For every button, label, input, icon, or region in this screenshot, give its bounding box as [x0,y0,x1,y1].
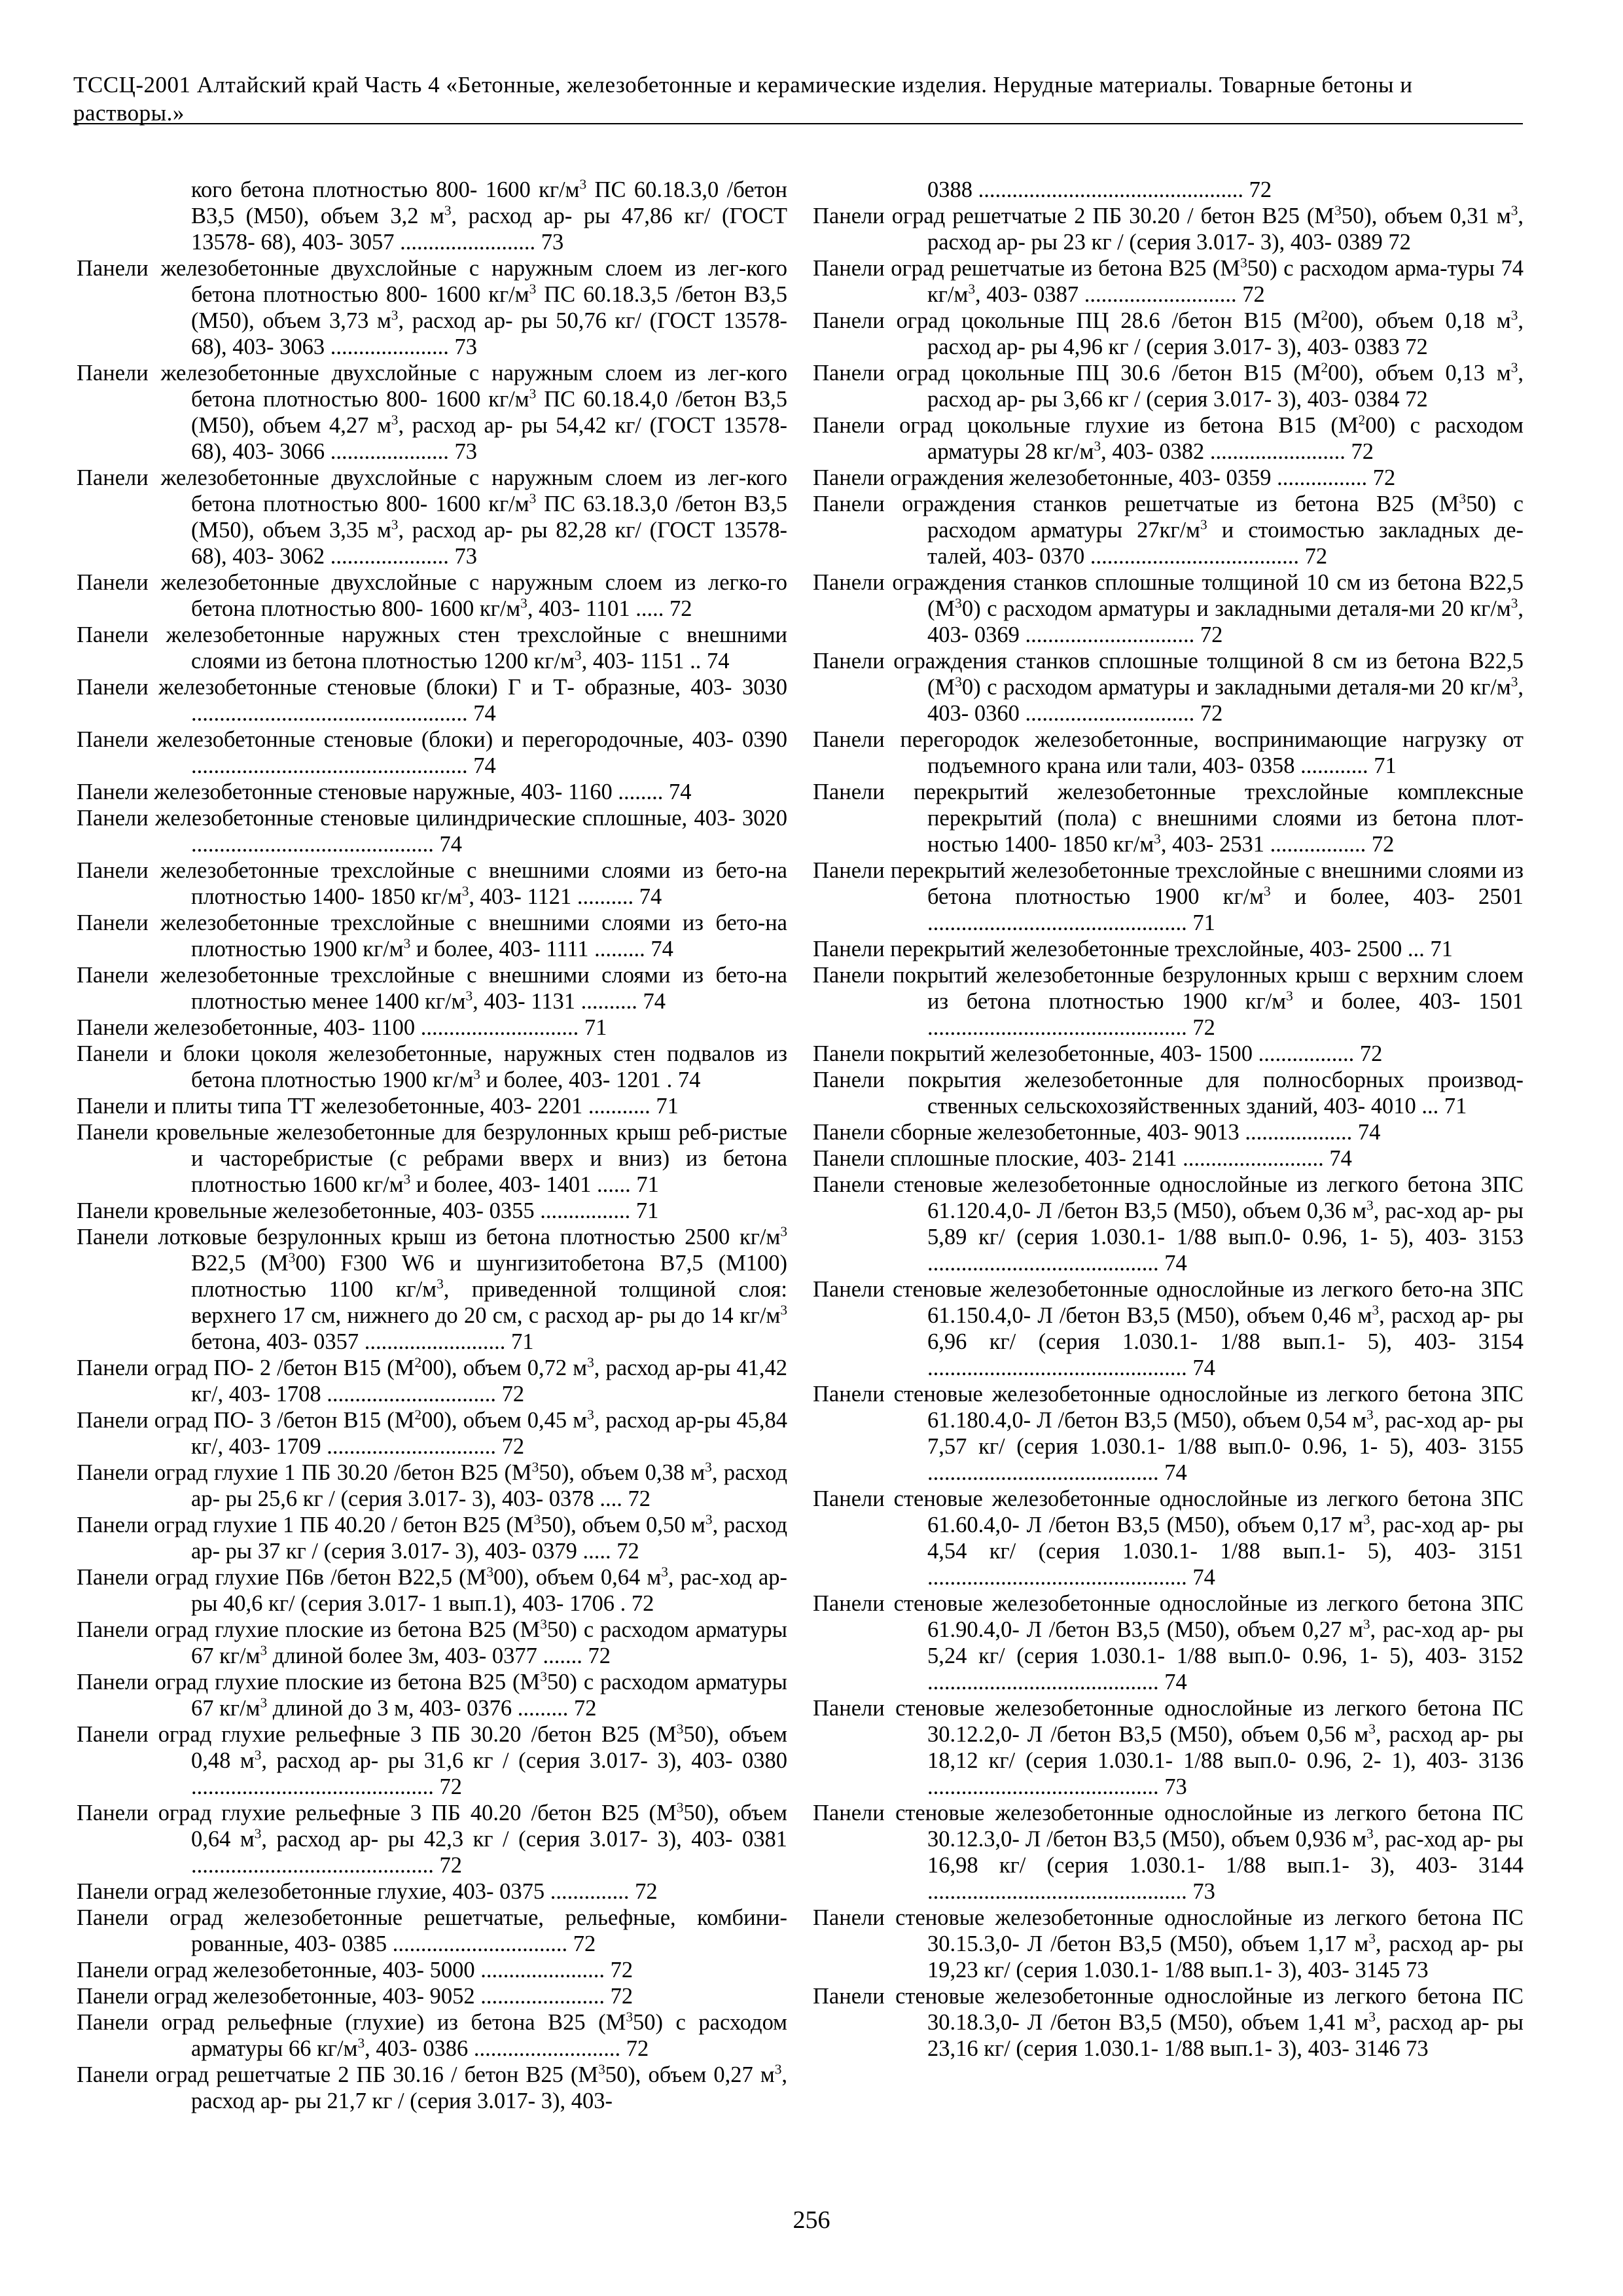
index-entry: Панели стеновые железобетонные однослойные из легкого бетона ПС 30.12.2,0- Л /бетон В3,5 (М50), объем 0,56 $м^3$, расход ар- ры 18,12 кг/ (серия 1.030.1- 1/88 вып.0- 0.96, 2- 1), 403- 3136 ......................................... 73 [813,1696,1524,1799]
index-entry: Панели лотковые безрулонных крыш из бетона плотностью 2500 $кг/м^3$ В22,5 $(М^300)$ F300 W6 и шунгизитобетона В7,5 (М100) плотностью 1100 $кг/м^3$, приведенной толщиной слоя: верхнего 17 см, нижнего до 20 см, с расход ар- ры до 14 $кг/м^3$ бетона, 403- 0357 ......................... 71 [77,1223,787,1354]
index-entry: Панели оград цокольные глухие из бетона В15 $(М^200)$ с расходом арматуры 28 $кг/м^3$, 403- 0382 ........................ 72 [813,412,1524,464]
page-number: 256 [793,2206,830,2234]
index-column-left [77,177,787,2114]
index-entry: Панели оград решетчатые 2 ПБ 30.16 / бетон В25 $(М^350)$, объем 0,27 $м^3$, расход ар- ры 21,7 кг / (серия 3.017- 3), 403- [77,2061,788,2113]
index-entry: Панели оград глухие П6в /бетон В22,5 $(М^300)$, объем 0,64 $м^3$, рас-ход ар- ры 40,6 кг/ (серия 3.017- 1 вып.1), 403- 1706 . 72 [77,1564,787,1616]
index-entry: Панели оград цокольные ПЦ 30.6 /бетон В15 $(М^200)$, объем 0,13 $м^3$, расход ар- ры 3,66 кг / (серия 3.017- 3), 403- 0384 72 [813,359,1524,412]
index-entry: Панели оград глухие плоские из бетона В25 $(М^350)$ с расходом арматуры 67 $кг/м^3$ длиной до 3 м, 403- 0376 ......... 72 [77,1668,787,1721]
index-entry: Панели железобетонные наружных стен трехслойные с внешними слоями из бетона плотностью 1200 $кг/м^3$, 403- 1151 .. 74 [77,622,787,673]
index-entry: Панели железобетонные стеновые (блоки) и перегородочные, 403- 0390 ................................................. 74 [77,727,787,778]
index-entry: Панели железобетонные стеновые (блоки) Г и Т- образные, 403- 3030 ................................................. 74 [77,675,787,726]
index-entry: Панели железобетонные двухслойные с наружным слоем из лег-кого бетона плотностью 800- 1600 $кг/м^3$ ПС 60.18.3,5 /бетон В3,5 (М50), объем 3,73 $м^3$, расход ар- ры 50,76 кг/ (ГОСТ 13578- 68), 403- 3063 ..................... 73 [77,256,787,359]
index-entry: Панели оград решетчатые 2 ПБ 30.20 / бетон В25 $(М^350)$, объем 0,31 $м^3$, расход ар- ры 23 кг / (серия 3.017- 3), 403- 0389 72 [813,202,1524,255]
index-entry: Панели кровельные железобетонные, 403- 0355 ................ 71 [77,1198,659,1223]
index-entry: Панели оград глухие 1 ПБ 30.20 /бетон В25 $(М^350)$, объем 0,38 $м^3$, расход ар- ры 25,6 кг / (серия 3.017- 3), 403- 0378 .... 72 [77,1459,787,1511]
index-entry: Панели оград глухие 1 ПБ 40.20 / бетон В25 $(М^350)$, объем 0,50 $м^3$, расход ар- ры 37 кг / (серия 3.017- 3), 403- 0379 ..... 72 [77,1511,787,1564]
header-divider [73,123,1523,124]
index-entry: Панели оград глухие рельефные 3 ПБ 30.20 /бетон В25 $(М^350)$, объем 0,48 $м^3$, расход ар- ры 31,6 кг / (серия 3.017- 3), 403- 0380 ........................................... 72 [77,1721,787,1799]
index-entry: Панели перекрытий железобетонные трехслойные с внешними слоями из бетона плотностью 1900 $кг/м^3$ и более, 403- 2501 .............................................. 71 [813,858,1524,935]
index-entry: Панели оград рельефные (глухие) из бетона В25 $(М^350)$ с расходом арматуры 66 $кг/м^3$, 403- 0386 .......................... 72 [77,2009,787,2061]
index-entry: Панели железобетонные трехслойные с внешними слоями из бето-на плотностью менее 1400 $кг/м^3$, 403- 1131 .......... 74 [77,963,787,1014]
index-entry: Панели оград глухие рельефные 3 ПБ 40.20 /бетон В25 $(М^350)$, объем 0,64 $м^3$, расход ар- ры 42,3 кг / (серия 3.017- 3), 403- 0381 ........................................... 72 [77,1799,787,1878]
index-entry: Панели кровельные железобетонные для безрулонных крыш реб-ристые и часторебристые (с ребрами вверх и вниз) из бетона плотностью 1600 $кг/м^3$ и более, 403- 1401 ...... 71 [77,1120,787,1197]
index-entry: Панели стеновые железобетонные однослойные из легкого бетона 3ПС 61.60.4,0- Л /бетон В3,5 (М50), объем 0,17 $м^3$, рас-ход ар- ры 4,54 кг/ (серия 1.030.1- 1/88 вып.1- 5), 403- 3151 .............................................. 74 [813,1486,1524,1590]
index-entry: Панели оград железобетонные, 403- 5000 ...................... 72 [77,1958,633,1982]
index-entry: Панели оград железобетонные глухие, 403- 0375 .............. 72 [77,1879,658,1904]
index-entry: Панели сборные железобетонные, 403- 9013 ................... 74 [813,1120,1381,1145]
index-entry: Панели оград цокольные ПЦ 28.6 /бетон В15 $(М^200)$, объем 0,18 $м^3$, расход ар- ры 4,96 кг / (серия 3.017- 3), 403- 0383 72 [813,307,1524,359]
index-entry: Панели оград железобетонные решетчатые, рельефные, комбини-рованные, 403- 0385 ............................... 72 [77,1905,787,1956]
index-entry: Панели стеновые железобетонные однослойные из легкого бето-на 3ПС 61.150.4,0- Л /бетон В3,5 (М50), объем 0,46 $м^3$, расход ар- ры 6,96 кг/ (серия 1.030.1- 1/88 вып.1- 5), 403- 3154 .............................................. 74 [813,1277,1524,1380]
index-entry: Панели перегородок железобетонные, воспринимающие нагрузку от подъемного крана или тали, 403- 0358 ............ 71 [813,727,1524,778]
index-entry: Панели ограждения станков сплошные толщиной 10 см из бетона В22,5 $(М^30)$ с расходом арматуры и закладными деталя-ми 20 $кг/м^3$, 403- 0369 .............................. 72 [813,570,1524,647]
index-entry: Панели покрытий железобетонные безрулонных крыш с верхним слоем из бетона плотностью 1900 $кг/м^3$ и более, 403- 1501 .............................................. 72 [813,963,1524,1040]
index-entry: Панели перекрытий железобетонные трехслойные комплексные перекрытий (пола) с внешними слоями из бетона плот-ностью 1400- 1850 $кг/м^3$, 403- 2531 ................. 72 [813,780,1524,857]
index-entry: Панели железобетонные трехслойные с внешними слоями из бето-на плотностью 1400- 1850 $кг/м^3$, 403- 1121 .......... 74 [77,858,787,909]
index-entry: Панели железобетонные двухслойные с наружным слоем из легко-го бетона плотностью 800- 1600 $кг/м^3$, 403- 1101 ..... 72 [77,570,787,621]
index-entry: Панели железобетонные, 403- 1100 ............................ 71 [77,1015,607,1040]
index-entry: Панели сплошные плоские, 403- 2141 ......................... 74 [813,1146,1352,1171]
index-entry: Панели оград глухие плоские из бетона В25 $(М^350)$ с расходом арматуры 67 $кг/м^3$ длиной более 3м, 403- 0377 ....... 72 [77,1616,787,1668]
index-entry: Панели железобетонные трехслойные с внешними слоями из бето-на плотностью 1900 $кг/м^3$ и более, 403- 1111 ......... 74 [77,910,787,961]
index-entry: Панели оград железобетонные, 403- 9052 ...................... 72 [77,1984,633,2009]
index-entry: Панели оград ПО- 2 /бетон В15 $(М^200)$, объем 0,72 $м^3$, расход ар-ры 41,42 кг/, 403- 1708 .............................. 72 [77,1354,787,1407]
index-entry: Панели покрытия железобетонные для полносборных производ-ственных сельскохозяйственных зданий, 403- 4010 ... 71 [813,1067,1524,1119]
index-entry: Панели железобетонные стеновые наружные, 403- 1160 ........ 74 [77,780,692,804]
index-entry: 0388 ............................................... 72 [927,177,1272,202]
page-header: ТССЦ-2001 Алтайский край Часть 4 «Бетонные, железобетонные и керамические изделия. Нерудные материалы. Товарные бетоны и растворы.» [73,72,1413,126]
index-entry: Панели стеновые железобетонные однослойные из легкого бетона 3ПС 61.180.4,0- Л /бетон В3,5 (М50), объем 0,54 $м^3$, рас-ход ар- ры 7,57 кг/ (серия 1.030.1- 1/88 вып.0- 0.96, 1- 5), 403- 3155 ......................................... 74 [813,1382,1524,1485]
index-entry: Панели ограждения станков решетчатые из бетона В25 $(М^350)$ с расходом арматуры $27кг/м^3$ и стоимостью закладных де-талей, 403- 0370 ..................................... 72 [813,490,1524,569]
index-entry: Панели стеновые железобетонные однослойные из легкого бетона ПС 30.12.3,0- Л /бетон В3,5 (М50), объем 0,936 $м^3$, рас-ход ар- ры 16,98 кг/ (серия 1.030.1- 1/88 вып.1- 3), 403- 3144 .............................................. 73 [813,1801,1524,1904]
index-entry: Панели ограждения железобетонные, 403- 0359 ................ 72 [813,465,1396,490]
index-entry: Панели стеновые железобетонные однослойные из легкого бетона ПС 30.15.3,0- Л /бетон В3,5 (М50), объем 1,17 $м^3$, расход ар- ры 19,23 кг/ (серия 1.030.1- 1/88 вып.1- 3), 403- 3145 73 [813,1905,1524,1982]
index-entry: Панели перекрытий железобетонные трехслойные, 403- 2500 ... 71 [813,937,1453,961]
index-entry: Панели ограждения станков сплошные толщиной 8 см из бетона В22,5 $(М^30)$ с расходом арматуры и закладными деталя-ми 20 $кг/м^3$, 403- 0360 .............................. 72 [813,649,1524,726]
index-entry: Панели железобетонные двухслойные с наружным слоем из лег-кого бетона плотностью 800- 1600 $кг/м^3$ ПС 63.18.3,0 /бетон В3,5 (М50), объем 3,35 $м^3$, расход ар- ры 82,28 кг/ (ГОСТ 13578- 68), 403- 3062 ..................... 73 [77,465,787,569]
index-entry: Панели оград решетчатые из бетона В25 $(М^350)$ с расходом арма-туры 74 $кг/м^3$, 403- 0387 ........................... 72 [813,255,1524,307]
index-entry: Панели оград ПО- 3 /бетон В15 $(М^200)$, объем 0,45 $м^3$, расход ар-ры 45,84 кг/, 403- 1709 .............................. 72 [77,1407,787,1459]
index-entry: кого бетона плотностью 800- 1600 $кг/м^3$ ПС 60.18.3,0 /бетон В3,5 (М50), объем 3,2 $м^3$, расход ар- ры 47,86 кг/ (ГОСТ 13578- 68), 403- 3057 ........................ 73 [191,176,788,255]
index-entry: Панели стеновые железобетонные однослойные из легкого бетона ПС 30.18.3,0- Л /бетон В3,5 (М50), объем 1,41 $м^3$, расход ар- ры 23,16 кг/ (серия 1.030.1- 1/88 вып.1- 3), 403- 3146 73 [813,1984,1524,2061]
index-entry: Панели и плиты типа ТТ железобетонные, 403- 2201 ........... 71 [77,1094,679,1119]
index-entry: Панели и блоки цоколя железобетонные, наружных стен подвалов из бетона плотностью 1900 $кг/м^3$ и более, 403- 1201 . 74 [77,1041,787,1092]
index-entry: Панели железобетонные двухслойные с наружным слоем из лег-кого бетона плотностью 800- 1600 $кг/м^3$ ПС 60.18.4,0 /бетон В3,5 (М50), объем 4,27 $м^3$, расход ар- ры 54,42 кг/ (ГОСТ 13578- 68), 403- 3066 ..................... 73 [77,361,787,464]
index-entry: Панели стеновые железобетонные однослойные из легкого бетона 3ПС 61.120.4,0- Л /бетон В3,5 (М50), объем 0,36 $м^3$, рас-ход ар- ры 5,89 кг/ (серия 1.030.1- 1/88 вып.0- 0.96, 1- 5), 403- 3153 ......................................... 74 [813,1172,1524,1276]
index-entry: Панели стеновые железобетонные однослойные из легкого бетона 3ПС 61.90.4,0- Л /бетон В3,5 (М50), объем 0,27 $м^3$, рас-ход ар- ры 5,24 кг/ (серия 1.030.1- 1/88 вып.0- 0.96, 1- 5), 403- 3152 ......................................... 74 [813,1591,1524,1695]
index-column-right [813,177,1524,2062]
index-entry: Панели покрытий железобетонные, 403- 1500 ................. 72 [813,1041,1383,1066]
index-entry: Панели железобетонные стеновые цилиндрические сплошные, 403- 3020 ........................................... 74 [77,806,787,857]
